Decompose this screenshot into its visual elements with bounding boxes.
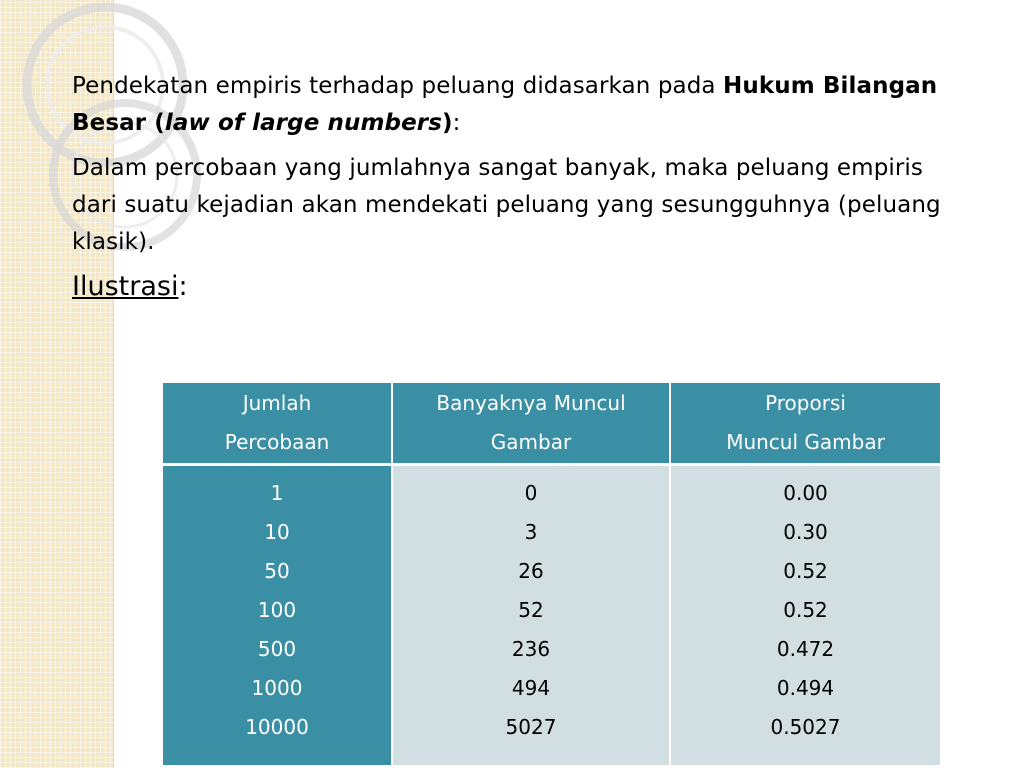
header-heads-count: Banyaknya Muncul Gambar <box>392 383 670 465</box>
intro-paragraph: Pendekatan empiris terhadap peluang didasarkan pada Hukum Bilangan Besar (law of large numbers): <box>72 73 938 136</box>
heads-count-column <box>392 465 670 766</box>
table-cell: 10 <box>264 520 290 544</box>
table-cell: 500 <box>257 637 297 661</box>
table-cell: 50 <box>264 559 290 583</box>
table-cell: 100 <box>257 598 297 622</box>
illustration-heading: Ilustrasi <box>72 271 179 302</box>
table-cell: 10000 <box>245 715 309 739</box>
table-cell: 26 <box>518 559 544 583</box>
trials-column <box>163 465 392 766</box>
law-name: Hukum Bilangan Besar (law of large numbers) <box>72 73 938 136</box>
experiment-table <box>163 383 940 765</box>
table-cell: 1000 <box>251 676 303 700</box>
table-cell: 0.52 <box>783 598 828 622</box>
table-cell: 5027 <box>505 715 557 739</box>
header-heads-proportion: Proporsi Muncul Gambar <box>670 383 940 465</box>
heads-proportion-column <box>670 465 940 766</box>
table-cell: 3 <box>524 520 538 544</box>
table-cell: 494 <box>511 676 551 700</box>
table-body-row <box>163 465 940 766</box>
table-cell: 0 <box>524 481 538 505</box>
intro-text: Pendekatan empiris terhadap peluang didasarkan pada <box>72 73 724 99</box>
table-header-row <box>163 383 940 465</box>
explanation-paragraph: Dalam percobaan yang jumlahnya sangat banyak, maka peluang empiris dari suatu kejadian akan mendekati peluang yang sesungguhnya (peluang klasik). <box>72 155 941 255</box>
slide-body <box>72 68 952 305</box>
illustration-label: Ilustrasi: <box>72 271 188 302</box>
header-trials: Jumlah Percobaan <box>163 383 392 465</box>
table-cell: 0.52 <box>783 559 828 583</box>
table-cell: 0.472 <box>776 637 835 661</box>
table-cell: 0.30 <box>783 520 828 544</box>
table-cell: 1 <box>270 481 284 505</box>
table-cell: 0.00 <box>783 481 828 505</box>
table-cell: 236 <box>511 637 551 661</box>
table-cell: 0.494 <box>776 676 835 700</box>
law-english-name: law of large numbers <box>164 110 443 136</box>
table-cell: 0.5027 <box>770 715 841 739</box>
table-cell: 52 <box>518 598 544 622</box>
